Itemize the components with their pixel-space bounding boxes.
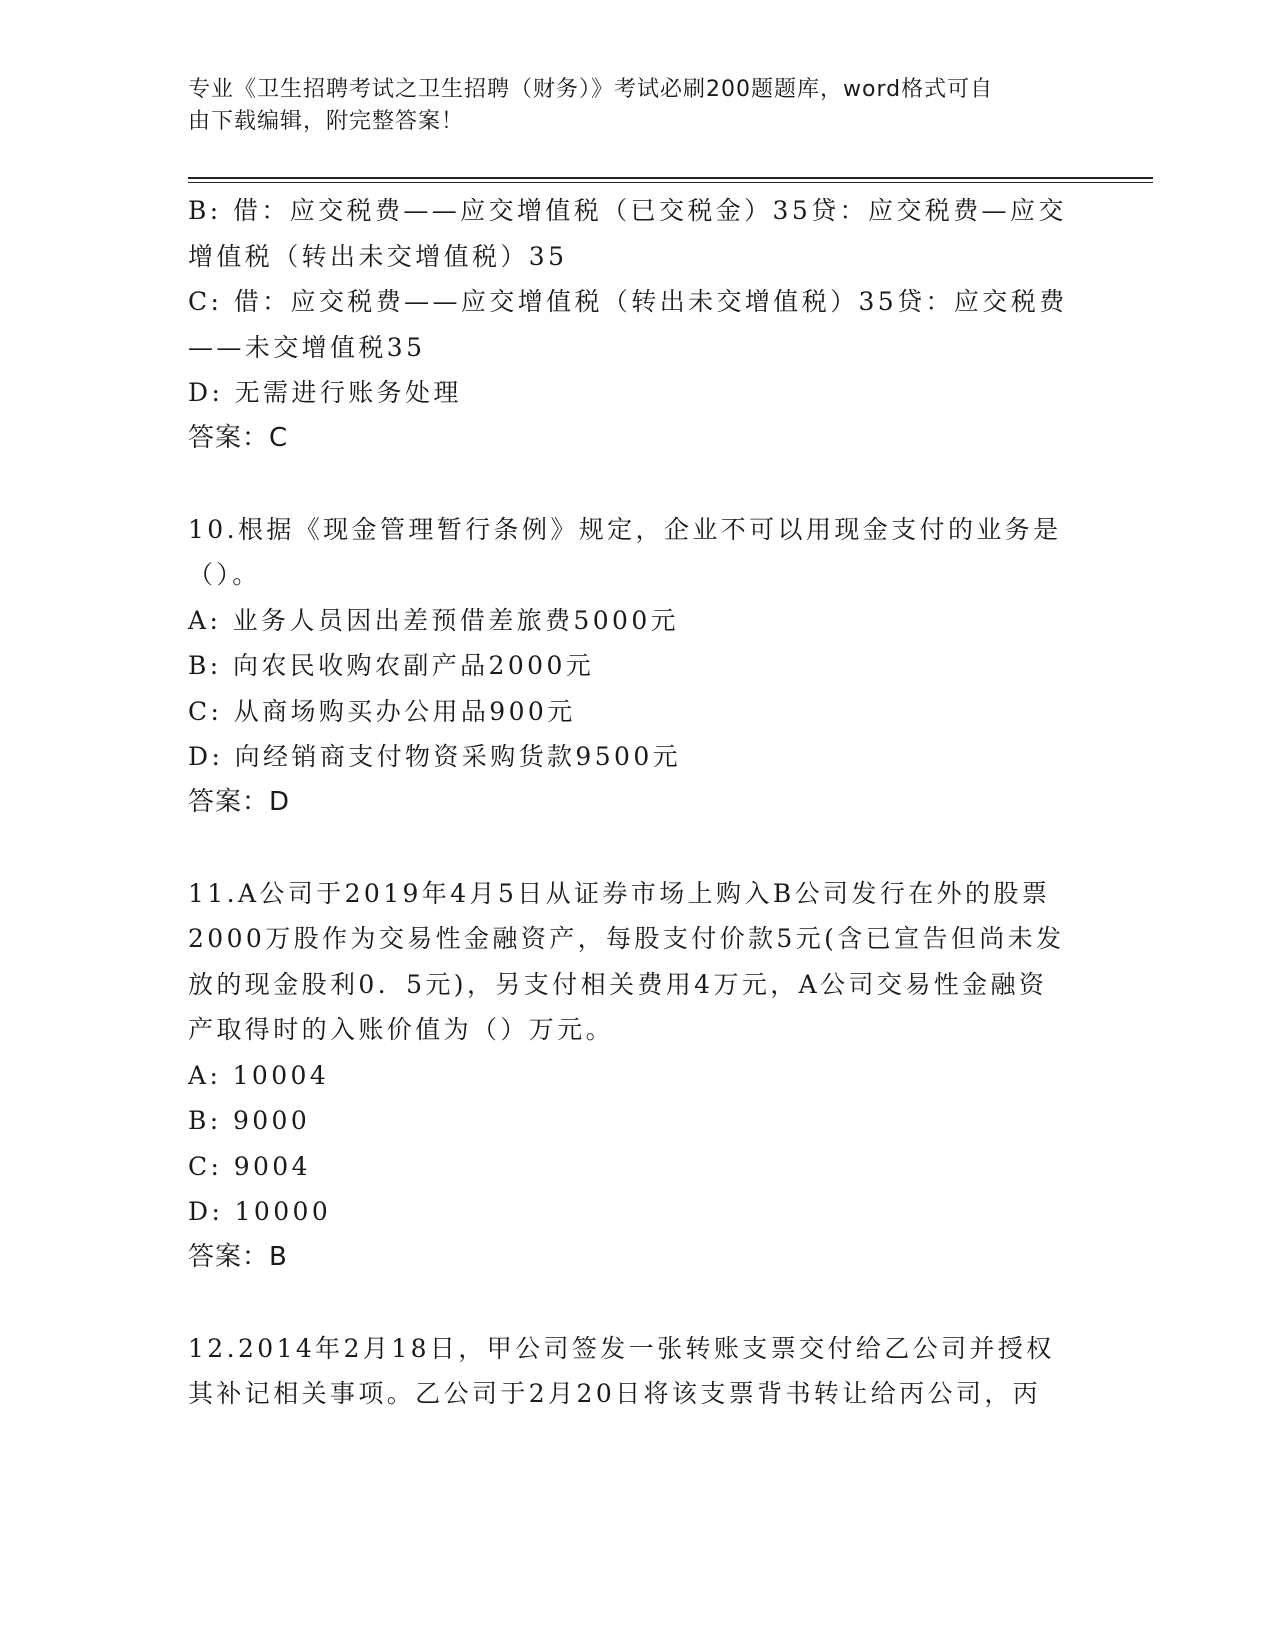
question-11 — [188, 871, 1078, 1281]
q9-answer: 答案：C — [188, 422, 289, 453]
q9-option-c-line-2: ——未交增值税35 — [188, 332, 426, 362]
q11-option-b: B: 9000 — [188, 1106, 311, 1135]
header-line-1: 专业《卫生招聘考试之卫生招聘（财务）》考试必刷200题题库，word格式可自 — [188, 77, 994, 102]
q11-stem-line-4: 产取得时的入账价值为（）万元。 — [188, 1015, 615, 1044]
header-line-2: 由下载编辑，附完整答案！ — [188, 109, 465, 134]
question-list — [188, 188, 1078, 1417]
question-10 — [188, 507, 1078, 826]
q11-option-d: D: 10000 — [188, 1197, 332, 1226]
q12-stem-line-1: 12.2014年2月18日，甲公司签发一张转账支票交付给乙公司并授权 — [188, 1333, 1055, 1363]
q10-stem-line-2: （）。 — [188, 560, 261, 589]
q11-stem-line-2: 2000万股作为交易性金融资产，每股支付价款5元(含已宣告但尚未发 — [188, 924, 1065, 953]
q10-option-b: B: 向农民收购农副产品2000元 — [188, 651, 595, 680]
page-header — [188, 74, 1068, 138]
header-divider-thin — [188, 182, 1153, 183]
q11-stem-line-3: 放的现金股利0．5元)，另支付相关费用4万元，A公司交易性金融资 — [188, 969, 1048, 999]
q10-option-d: D: 向经销商支付物资采购货款9500元 — [188, 742, 682, 771]
q9-option-b-line-2: 增值税（转出未交增值税）35 — [188, 241, 568, 271]
q11-stem-line-1: 11.A公司于2019年4月5日从证券市场上购入B公司发行在外的股票 — [188, 878, 1051, 908]
q9-option-c-line-1: C: 借：应交税费——应交增值税（转出未交增值税）35贷：应交税费 — [188, 287, 1068, 316]
question-9 — [188, 188, 1078, 461]
spacer — [188, 825, 1078, 871]
q10-stem-line-1: 10.根据《现金管理暂行条例》规定，企业不可以用现金支付的业务是 — [188, 514, 1062, 544]
header-divider-thick — [188, 177, 1153, 179]
q12-stem-line-2: 其补记相关事项。乙公司于2月20日将该支票背书转让给丙公司，丙 — [188, 1379, 1042, 1408]
q9-option-d: D: 无需进行账务处理 — [188, 378, 462, 407]
q10-option-a: A: 业务人员因出差预借差旅费5000元 — [188, 605, 680, 635]
q10-answer: 答案：D — [188, 786, 291, 817]
q10-option-c: C: 从商场购买办公用品900元 — [188, 696, 576, 726]
q11-option-c: C: 9004 — [188, 1151, 311, 1181]
question-12 — [188, 1326, 1078, 1417]
q11-option-a: A: 10004 — [188, 1060, 330, 1090]
q11-answer: 答案：B — [188, 1241, 288, 1272]
q9-option-b-line-1: B: 借：应交税费——应交增值税（已交税金）35贷：应交税费—应交 — [188, 196, 1067, 225]
spacer — [188, 461, 1078, 507]
spacer — [188, 1280, 1078, 1326]
